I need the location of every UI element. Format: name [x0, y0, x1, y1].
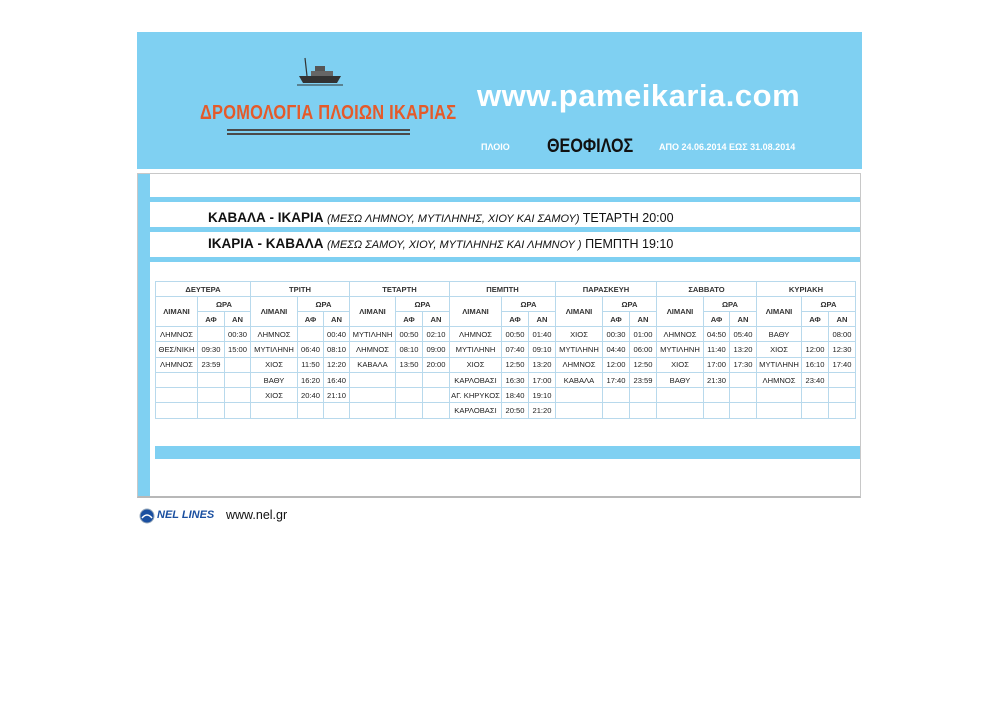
port-cell: ΚΑΡΛΟΒΑΣΙ: [450, 372, 502, 387]
departure-time-cell: 17:40: [829, 357, 856, 372]
port-cell: ΛΗΜΝΟΣ: [350, 342, 396, 357]
table-row: [156, 372, 856, 387]
schedule-period: ΑΠΟ 24.06.2014 ΕΩΣ 31.08.2014: [659, 142, 796, 152]
arrival-time-cell: 00:50: [396, 327, 423, 342]
table-row: [156, 342, 856, 357]
port-cell: ΜΥΤΙΛΗΝΗ: [757, 357, 802, 372]
departure-time-cell: 13:20: [529, 357, 556, 372]
arrival-time-cell: 12:00: [603, 357, 630, 372]
departure-time-cell: 19:10: [529, 388, 556, 403]
arrival-time-cell: 11:40: [704, 342, 730, 357]
port-cell: ΧΙΟΣ: [450, 357, 502, 372]
departure-time-cell: 02:10: [423, 327, 450, 342]
port-header: ΛΙΜΑΝΙ: [757, 297, 802, 327]
brand-title: ΔΡΟΜΟΛΟΓΙΑ ΠΛΟΙΩΝ ΙΚΑΡΙΑΣ: [200, 102, 457, 124]
arrival-header: ΑΦ: [603, 312, 630, 327]
arrival-time-cell: 11:50: [298, 357, 324, 372]
arrival-time-cell: [198, 388, 225, 403]
time-header: ΩΡΑ: [704, 297, 757, 312]
port-cell: ΛΗΜΝΟΣ: [251, 327, 298, 342]
departure-time-cell: 21:10: [324, 388, 350, 403]
port-cell: ΘΕΣ/ΝΙΚΗ: [156, 342, 198, 357]
day-header: ΠΑΡΑΣΚΕΥΗ: [556, 282, 657, 297]
route-departure: ΠΕΜΠΤΗ 19:10: [585, 237, 674, 251]
arrival-time-cell: 17:40: [603, 372, 630, 387]
departure-time-cell: 15:00: [225, 342, 251, 357]
port-cell: ΛΗΜΝΟΣ: [556, 357, 603, 372]
arrival-time-cell: [802, 403, 829, 418]
arrival-time-cell: 00:50: [502, 327, 529, 342]
company-url[interactable]: www.nel.gr: [226, 508, 288, 522]
arrival-time-cell: [802, 327, 829, 342]
port-cell: [556, 403, 603, 418]
table-row: [156, 327, 856, 342]
time-header: ΩΡΑ: [298, 297, 350, 312]
route-via: (ΜΕΣΩ ΣΑΜΟΥ, ΧΙΟΥ, ΜΥΤΙΛΗΝΗΣ ΚΑΙ ΛΗΜΝΟΥ ): [327, 239, 582, 251]
time-header: ΩΡΑ: [802, 297, 856, 312]
port-cell: [757, 403, 802, 418]
port-cell: ΛΗΜΝΟΣ: [657, 327, 704, 342]
arrival-time-cell: [198, 403, 225, 418]
port-header: ΛΙΜΑΝΙ: [450, 297, 502, 327]
departure-time-cell: [630, 388, 657, 403]
arrival-time-cell: 16:30: [502, 372, 529, 387]
departure-time-cell: [324, 403, 350, 418]
arrival-time-cell: 08:10: [396, 342, 423, 357]
nel-lines-logo-icon: [139, 508, 155, 524]
arrival-time-cell: 23:40: [802, 372, 829, 387]
departure-time-cell: 21:20: [529, 403, 556, 418]
departure-time-cell: [423, 403, 450, 418]
arrival-time-cell: [603, 403, 630, 418]
title-underline: [227, 129, 410, 131]
route-via: (ΜΕΣΩ ΛΗΜΝΟΥ, ΜΥΤΙΛΗΝΗΣ, ΧΙΟΥ ΚΑΙ ΣΑΜΟΥ): [327, 213, 580, 225]
arrival-time-cell: 16:10: [802, 357, 829, 372]
port-cell: [156, 388, 198, 403]
departure-time-cell: [730, 403, 757, 418]
arrival-time-cell: 04:40: [603, 342, 630, 357]
departure-header: ΑΝ: [829, 312, 856, 327]
port-cell: ΛΗΜΝΟΣ: [450, 327, 502, 342]
port-cell: [350, 403, 396, 418]
port-cell: ΒΑΘΥ: [657, 372, 704, 387]
departure-time-cell: 00:40: [324, 327, 350, 342]
day-header: ΣΑΒΒΑΤΟ: [657, 282, 757, 297]
port-header: ΛΙΜΑΝΙ: [350, 297, 396, 327]
departure-time-cell: 01:40: [529, 327, 556, 342]
port-cell: ΜΥΤΙΛΗΝΗ: [657, 342, 704, 357]
port-cell: [156, 403, 198, 418]
arrival-time-cell: [396, 372, 423, 387]
arrival-time-cell: 07:40: [502, 342, 529, 357]
departure-time-cell: [423, 388, 450, 403]
day-header: ΠΕΜΠΤΗ: [450, 282, 556, 297]
port-cell: ΒΑΘΥ: [757, 327, 802, 342]
port-cell: ΧΙΟΣ: [757, 342, 802, 357]
port-cell: ΧΙΟΣ: [556, 327, 603, 342]
arrival-time-cell: 17:00: [704, 357, 730, 372]
port-cell: ΒΑΘΥ: [251, 372, 298, 387]
arrival-time-cell: [396, 388, 423, 403]
departure-time-cell: [829, 372, 856, 387]
header-banner: [137, 32, 862, 169]
arrival-header: ΑΦ: [198, 312, 225, 327]
departure-header: ΑΝ: [324, 312, 350, 327]
departure-time-cell: [423, 372, 450, 387]
day-header: ΚΥΡΙΑΚΗ: [757, 282, 856, 297]
weekly-schedule-table: [155, 281, 856, 419]
port-cell: [350, 372, 396, 387]
arrival-time-cell: 00:30: [603, 327, 630, 342]
departure-time-cell: 12:50: [630, 357, 657, 372]
arrival-time-cell: 20:50: [502, 403, 529, 418]
departure-time-cell: 16:40: [324, 372, 350, 387]
arrival-time-cell: 12:00: [802, 342, 829, 357]
departure-header: ΑΝ: [225, 312, 251, 327]
title-underline: [227, 133, 410, 135]
departure-header: ΑΝ: [423, 312, 450, 327]
departure-time-cell: 06:00: [630, 342, 657, 357]
departure-time-cell: 12:20: [324, 357, 350, 372]
arrival-time-cell: 04:50: [704, 327, 730, 342]
port-cell: ΧΙΟΣ: [251, 357, 298, 372]
departure-time-cell: 09:10: [529, 342, 556, 357]
departure-time-cell: [730, 372, 757, 387]
ship-label: ΠΛΟΙΟ: [481, 142, 510, 152]
port-cell: ΜΥΤΙΛΗΝΗ: [251, 342, 298, 357]
day-header: ΔΕΥΤΕΡΑ: [156, 282, 251, 297]
departure-time-cell: [730, 388, 757, 403]
route-return: [208, 236, 673, 251]
port-header: ΛΙΜΑΝΙ: [251, 297, 298, 327]
ship-name: ΘΕΟΦΙΛΟΣ: [547, 136, 634, 157]
bottom-band: [155, 446, 860, 459]
port-cell: ΑΓ. ΚΗΡΥΚΟΣ: [450, 388, 502, 403]
port-cell: ΛΗΜΝΟΣ: [757, 372, 802, 387]
departure-time-cell: [225, 372, 251, 387]
departure-time-cell: 05:40: [730, 327, 757, 342]
time-header: ΩΡΑ: [198, 297, 251, 312]
time-header: ΩΡΑ: [396, 297, 450, 312]
divider-band: [150, 227, 860, 232]
departure-time-cell: 00:30: [225, 327, 251, 342]
departure-time-cell: 08:00: [829, 327, 856, 342]
departure-header: ΑΝ: [529, 312, 556, 327]
arrival-time-cell: [198, 327, 225, 342]
departure-header: ΑΝ: [730, 312, 757, 327]
departure-time-cell: 08:10: [324, 342, 350, 357]
port-cell: ΚΑΒΑΛΑ: [350, 357, 396, 372]
port-header: ΛΙΜΑΝΙ: [556, 297, 603, 327]
port-header: ΛΙΜΑΝΙ: [657, 297, 704, 327]
arrival-time-cell: [704, 403, 730, 418]
port-cell: [556, 388, 603, 403]
departure-time-cell: [829, 388, 856, 403]
arrival-header: ΑΦ: [502, 312, 529, 327]
port-cell: [251, 403, 298, 418]
divider-band: [150, 257, 860, 262]
arrival-time-cell: 06:40: [298, 342, 324, 357]
port-cell: [350, 388, 396, 403]
arrival-time-cell: [802, 388, 829, 403]
port-cell: ΧΙΟΣ: [657, 357, 704, 372]
arrival-time-cell: [298, 403, 324, 418]
port-cell: [757, 388, 802, 403]
panel-side-bar: [138, 174, 150, 496]
departure-time-cell: 20:00: [423, 357, 450, 372]
port-header: ΛΙΜΑΝΙ: [156, 297, 198, 327]
departure-header: ΑΝ: [630, 312, 657, 327]
port-cell: [156, 372, 198, 387]
arrival-time-cell: 16:20: [298, 372, 324, 387]
port-cell: ΧΙΟΣ: [251, 388, 298, 403]
port-cell: ΜΥΤΙΛΗΝΗ: [450, 342, 502, 357]
port-cell: ΛΗΜΝΟΣ: [156, 357, 198, 372]
route-name: ΚΑΒΑΛΑ - ΙΚΑΡΙΑ: [208, 210, 324, 225]
arrival-time-cell: [603, 388, 630, 403]
arrival-header: ΑΦ: [396, 312, 423, 327]
departure-time-cell: 01:00: [630, 327, 657, 342]
arrival-header: ΑΦ: [298, 312, 324, 327]
port-cell: [657, 403, 704, 418]
departure-time-cell: 12:30: [829, 342, 856, 357]
arrival-header: ΑΦ: [704, 312, 730, 327]
route-departure: ΤΕΤΑΡΤΗ 20:00: [582, 211, 674, 225]
website-url[interactable]: www.pameikaria.com: [477, 78, 801, 113]
time-header: ΩΡΑ: [502, 297, 556, 312]
company-name: NEL LINES: [157, 509, 215, 521]
port-cell: ΛΗΜΝΟΣ: [156, 327, 198, 342]
arrival-time-cell: 23:59: [198, 357, 225, 372]
departure-time-cell: 23:59: [630, 372, 657, 387]
port-cell: [657, 388, 704, 403]
arrival-time-cell: 12:50: [502, 357, 529, 372]
departure-time-cell: 17:00: [529, 372, 556, 387]
arrival-time-cell: 18:40: [502, 388, 529, 403]
port-cell: ΜΥΤΙΛΗΝΗ: [556, 342, 603, 357]
route-outbound: [208, 210, 674, 225]
day-header: ΤΡΙΤΗ: [251, 282, 350, 297]
departure-time-cell: 09:00: [423, 342, 450, 357]
day-header: ΤΕΤΑΡΤΗ: [350, 282, 450, 297]
table-row: [156, 403, 856, 418]
table-row: [156, 388, 856, 403]
arrival-header: ΑΦ: [802, 312, 829, 327]
departure-time-cell: [225, 403, 251, 418]
departure-time-cell: [225, 357, 251, 372]
arrival-time-cell: 20:40: [298, 388, 324, 403]
port-cell: ΜΥΤΙΛΗΝΗ: [350, 327, 396, 342]
time-header: ΩΡΑ: [603, 297, 657, 312]
arrival-time-cell: [198, 372, 225, 387]
departure-time-cell: [630, 403, 657, 418]
port-cell: ΚΑΒΑΛΑ: [556, 372, 603, 387]
port-cell: ΚΑΡΛΟΒΑΣΙ: [450, 403, 502, 418]
arrival-time-cell: 09:30: [198, 342, 225, 357]
table-row: [156, 357, 856, 372]
departure-time-cell: [225, 388, 251, 403]
arrival-time-cell: 21:30: [704, 372, 730, 387]
arrival-time-cell: 13:50: [396, 357, 423, 372]
departure-time-cell: 17:30: [730, 357, 757, 372]
divider-band: [150, 197, 860, 202]
route-name: ΙΚΑΡΙΑ - ΚΑΒΑΛΑ: [208, 236, 324, 251]
ferry-icon: [297, 56, 343, 88]
departure-time-cell: 13:20: [730, 342, 757, 357]
arrival-time-cell: [298, 327, 324, 342]
arrival-time-cell: [396, 403, 423, 418]
arrival-time-cell: [704, 388, 730, 403]
departure-time-cell: [829, 403, 856, 418]
